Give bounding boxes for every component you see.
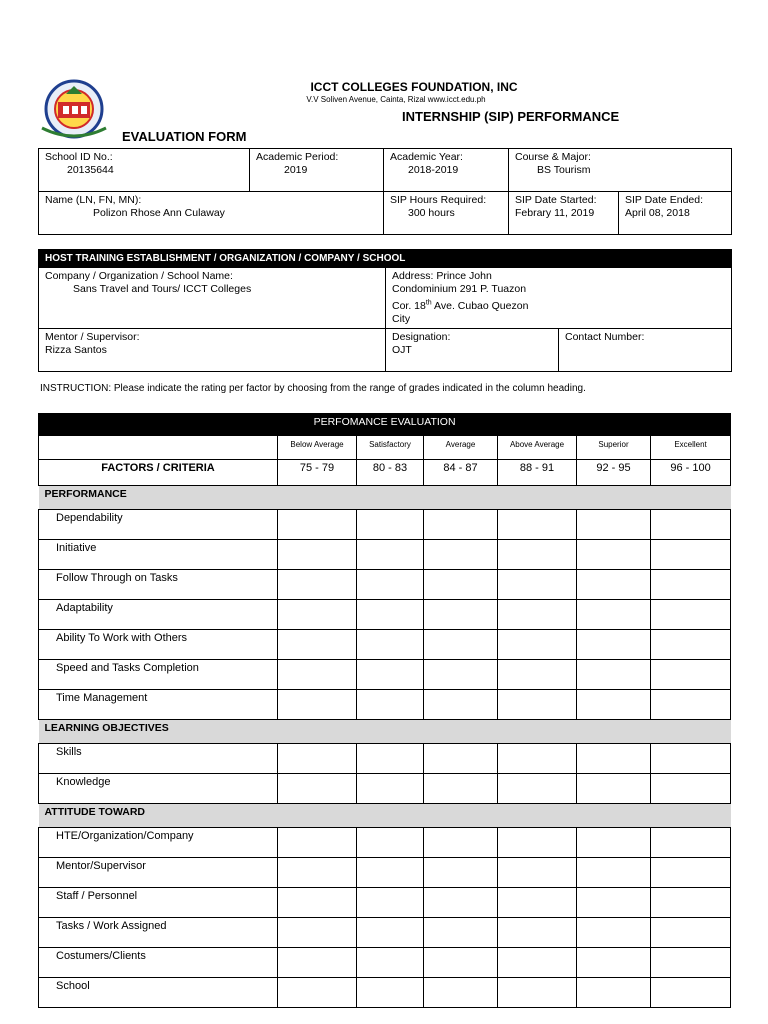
rating-level-header: Below Average xyxy=(278,436,357,460)
rating-cell[interactable] xyxy=(357,978,424,1008)
criteria-label: Dependability xyxy=(39,510,278,540)
date-started-cell xyxy=(509,192,619,235)
rating-cell[interactable] xyxy=(278,744,357,774)
academic-period-value: 2019 xyxy=(284,164,308,176)
rating-cell[interactable] xyxy=(424,858,498,888)
rating-cell[interactable] xyxy=(498,774,577,804)
rating-level-header: Excellent xyxy=(651,436,731,460)
company-cell xyxy=(39,268,386,329)
rating-cell[interactable] xyxy=(424,600,498,630)
rating-cell[interactable] xyxy=(357,570,424,600)
rating-cell[interactable] xyxy=(577,570,651,600)
grade-range-header: 92 - 95 xyxy=(577,460,651,486)
rating-cell[interactable] xyxy=(278,774,357,804)
rating-cell[interactable] xyxy=(577,744,651,774)
company-value: Sans Travel and Tours/ ICCT Colleges xyxy=(73,283,252,295)
rating-cell[interactable] xyxy=(424,630,498,660)
academic-period-label: Academic Period: xyxy=(256,151,339,163)
rating-level-header: Average xyxy=(424,436,498,460)
rating-cell[interactable] xyxy=(424,828,498,858)
factors-criteria-header: FACTORS / CRITERIA xyxy=(39,460,278,486)
rating-cell[interactable] xyxy=(357,888,424,918)
rating-level-header: Above Average xyxy=(498,436,577,460)
rating-cell[interactable] xyxy=(278,978,357,1008)
criteria-row xyxy=(39,570,731,600)
rating-cell[interactable] xyxy=(278,918,357,948)
rating-cell[interactable] xyxy=(498,918,577,948)
criteria-label: HTE/Organization/Company xyxy=(39,828,278,858)
criteria-label: Skills xyxy=(39,744,278,774)
criteria-row xyxy=(39,744,731,774)
rating-cell[interactable] xyxy=(498,888,577,918)
performance-evaluation-table xyxy=(38,413,731,1008)
rating-level-header: Satisfactory xyxy=(357,436,424,460)
hours-label: SIP Hours Required: xyxy=(390,194,487,206)
rating-cell[interactable] xyxy=(357,630,424,660)
date-started-label: SIP Date Started: xyxy=(515,194,597,206)
rating-cell[interactable] xyxy=(577,828,651,858)
rating-cell[interactable] xyxy=(357,660,424,690)
rating-cell[interactable] xyxy=(577,858,651,888)
criteria-row xyxy=(39,660,731,690)
rating-cell[interactable] xyxy=(424,978,498,1008)
rating-cell[interactable] xyxy=(498,690,577,720)
rating-cell[interactable] xyxy=(498,540,577,570)
rating-cell[interactable] xyxy=(278,600,357,630)
school-id-cell xyxy=(39,149,250,192)
rating-cell[interactable] xyxy=(498,660,577,690)
rating-cell[interactable] xyxy=(651,630,731,660)
criteria-row xyxy=(39,630,731,660)
criteria-row xyxy=(39,888,731,918)
designation-cell xyxy=(386,328,559,371)
host-section-title: HOST TRAINING ESTABLISHMENT / ORGANIZATION / COMPANY / SCHOOL xyxy=(39,250,732,268)
mentor-value: Rizza Santos xyxy=(45,343,107,356)
form-title-line2: EVALUATION FORM xyxy=(122,129,247,144)
rating-cell[interactable] xyxy=(424,744,498,774)
rating-cell[interactable] xyxy=(357,600,424,630)
rating-cell[interactable] xyxy=(577,918,651,948)
rating-cell[interactable] xyxy=(577,774,651,804)
rating-cell[interactable] xyxy=(498,978,577,1008)
rating-cell[interactable] xyxy=(651,690,731,720)
rating-cell[interactable] xyxy=(651,888,731,918)
org-name: ICCT COLLEGES FOUNDATION, INC xyxy=(310,80,518,94)
rating-cell[interactable] xyxy=(424,690,498,720)
academic-year-cell xyxy=(384,149,509,192)
form-title-line1: INTERNSHIP (SIP) PERFORMANCE xyxy=(402,109,620,124)
criteria-label: Knowledge xyxy=(39,774,278,804)
rating-cell[interactable] xyxy=(357,744,424,774)
criteria-label: Tasks / Work Assigned xyxy=(39,918,278,948)
rating-cell[interactable] xyxy=(424,570,498,600)
rating-cell[interactable] xyxy=(577,630,651,660)
rating-cell[interactable] xyxy=(577,600,651,630)
rating-cell[interactable] xyxy=(651,600,731,630)
criteria-row xyxy=(39,690,731,720)
rating-cell[interactable] xyxy=(498,948,577,978)
name-label: Name (LN, FN, MN): xyxy=(45,194,142,206)
rating-cell[interactable] xyxy=(577,510,651,540)
criteria-label: School xyxy=(39,978,278,1008)
criteria-label: Time Management xyxy=(39,690,278,720)
mentor-label: Mentor / Supervisor: xyxy=(45,330,140,343)
rating-cell[interactable] xyxy=(357,858,424,888)
hours-cell xyxy=(384,192,509,235)
address-cell xyxy=(386,268,732,329)
evaluation-title: PERFOMANCE EVALUATION xyxy=(39,414,731,436)
rating-cell[interactable] xyxy=(357,510,424,540)
criteria-row xyxy=(39,540,731,570)
designation-value: OJT xyxy=(392,343,412,356)
rating-cell[interactable] xyxy=(424,918,498,948)
criteria-label: Costumers/Clients xyxy=(39,948,278,978)
academic-year-label: Academic Year: xyxy=(390,151,463,163)
rating-cell[interactable] xyxy=(577,948,651,978)
rating-cell[interactable] xyxy=(577,978,651,1008)
rating-cell[interactable] xyxy=(651,918,731,948)
criteria-row xyxy=(39,918,731,948)
address-line2: Condominium 291 P. Tuazon xyxy=(392,283,527,295)
rating-cell[interactable] xyxy=(424,888,498,918)
student-info-table xyxy=(38,148,732,235)
rating-cell[interactable] xyxy=(651,660,731,690)
date-started-value: Febrary 11, 2019 xyxy=(515,207,595,219)
rating-cell[interactable] xyxy=(278,570,357,600)
address-line3: Cor. 18th Ave. Cubao Quezon xyxy=(392,299,529,312)
hours-value: 300 hours xyxy=(408,207,455,219)
academic-year-value: 2018-2019 xyxy=(408,164,459,176)
section-header: PERFORMANCE xyxy=(39,486,731,510)
section-header: ATTITUDE TOWARD xyxy=(39,804,731,828)
criteria-label: Initiative xyxy=(39,540,278,570)
address-line1: Address: Prince John xyxy=(392,270,492,282)
rating-cell[interactable] xyxy=(651,774,731,804)
rating-cell[interactable] xyxy=(278,828,357,858)
criteria-label: Ability To Work with Others xyxy=(39,630,278,660)
rating-cell[interactable] xyxy=(357,828,424,858)
criteria-row xyxy=(39,600,731,630)
mentor-cell xyxy=(39,328,386,371)
rating-cell[interactable] xyxy=(577,690,651,720)
rating-cell[interactable] xyxy=(278,948,357,978)
rating-cell[interactable] xyxy=(651,828,731,858)
rating-cell[interactable] xyxy=(577,888,651,918)
criteria-label: Speed and Tasks Completion xyxy=(39,660,278,690)
criteria-row xyxy=(39,978,731,1008)
host-establishment-table xyxy=(38,249,732,372)
criteria-label: Staff / Personnel xyxy=(39,888,278,918)
rating-cell[interactable] xyxy=(278,540,357,570)
date-ended-value: April 08, 2018 xyxy=(625,207,690,219)
rating-cell[interactable] xyxy=(278,510,357,540)
criteria-label: Adaptability xyxy=(39,600,278,630)
rating-cell[interactable] xyxy=(651,858,731,888)
rating-cell[interactable] xyxy=(577,540,651,570)
rating-cell[interactable] xyxy=(577,660,651,690)
name-value: Polizon Rhose Ann Culaway xyxy=(93,207,225,219)
academic-period-cell xyxy=(250,149,384,192)
name-cell xyxy=(39,192,384,235)
rating-cell[interactable] xyxy=(498,858,577,888)
rating-cell[interactable] xyxy=(424,660,498,690)
criteria-row xyxy=(39,858,731,888)
rating-cell[interactable] xyxy=(357,918,424,948)
rating-cell[interactable] xyxy=(424,774,498,804)
contact-cell xyxy=(559,328,732,371)
rating-cell[interactable] xyxy=(278,690,357,720)
section-header: LEARNING OBJECTIVES xyxy=(39,720,731,744)
criteria-label: Follow Through on Tasks xyxy=(39,570,278,600)
rating-cell[interactable] xyxy=(278,888,357,918)
rating-cell[interactable] xyxy=(498,570,577,600)
criteria-row xyxy=(39,774,731,804)
rating-cell[interactable] xyxy=(498,510,577,540)
criteria-row xyxy=(39,948,731,978)
school-id-label: School ID No.: xyxy=(45,151,113,163)
criteria-row xyxy=(39,510,731,540)
rating-cell[interactable] xyxy=(498,600,577,630)
org-address: V.V Soliven Avenue, Cainta, Rizal www.icct.edu.ph xyxy=(306,95,486,104)
course-value: BS Tourism xyxy=(537,164,591,176)
rating-cell[interactable] xyxy=(651,570,731,600)
contact-label: Contact Number: xyxy=(565,330,645,343)
rating-cell[interactable] xyxy=(278,630,357,660)
rating-level-header: Superior xyxy=(577,436,651,460)
grade-range-header: 75 - 79 xyxy=(278,460,357,486)
instruction-text: INSTRUCTION: Please indicate the rating per factor by choosing from the range of grades indicated in the column heading. xyxy=(40,383,586,394)
rating-cell[interactable] xyxy=(278,660,357,690)
rating-cell[interactable] xyxy=(424,948,498,978)
grade-range-header: 84 - 87 xyxy=(424,460,498,486)
date-ended-label: SIP Date Ended: xyxy=(625,194,704,206)
rating-cell[interactable] xyxy=(498,828,577,858)
rating-cell[interactable] xyxy=(651,744,731,774)
grade-range-header: 80 - 83 xyxy=(357,460,424,486)
rating-cell[interactable] xyxy=(424,540,498,570)
rating-cell[interactable] xyxy=(651,540,731,570)
rating-cell[interactable] xyxy=(357,948,424,978)
rating-cell[interactable] xyxy=(278,858,357,888)
rating-cell[interactable] xyxy=(498,744,577,774)
company-label: Company / Organization / School Name: xyxy=(45,270,233,282)
criteria-row xyxy=(39,828,731,858)
rating-cell[interactable] xyxy=(424,510,498,540)
rating-cell[interactable] xyxy=(357,690,424,720)
levels-blank-cell xyxy=(39,436,278,460)
rating-cell[interactable] xyxy=(651,510,731,540)
rating-cell[interactable] xyxy=(357,774,424,804)
rating-cell[interactable] xyxy=(498,630,577,660)
address-line4: City xyxy=(392,312,411,325)
rating-cell[interactable] xyxy=(651,948,731,978)
school-id-value: 20135644 xyxy=(67,164,114,176)
criteria-label: Mentor/Supervisor xyxy=(39,858,278,888)
course-label: Course & Major: xyxy=(515,151,591,163)
designation-label: Designation: xyxy=(392,330,451,343)
rating-cell[interactable] xyxy=(357,540,424,570)
grade-range-header: 96 - 100 xyxy=(651,460,731,486)
grade-range-header: 88 - 91 xyxy=(498,460,577,486)
course-cell xyxy=(509,149,732,192)
rating-cell[interactable] xyxy=(651,978,731,1008)
date-ended-cell xyxy=(619,192,732,235)
